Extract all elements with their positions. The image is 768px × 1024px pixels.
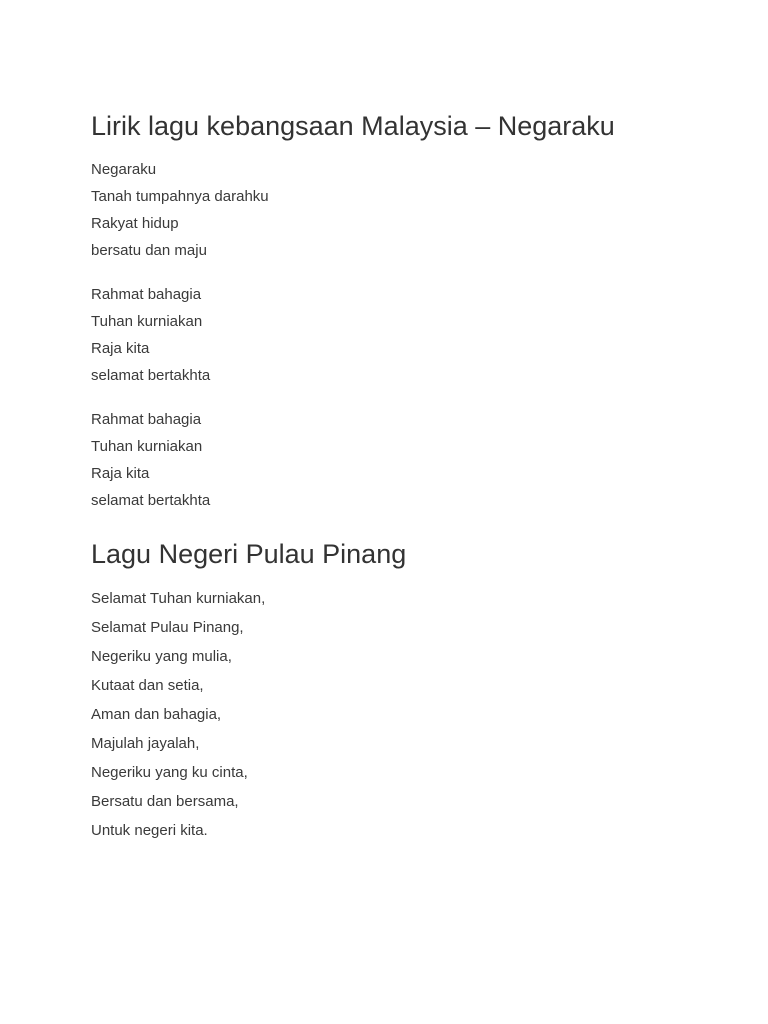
heading-negaraku: Lirik lagu kebangsaan Malaysia – Negaraku: [91, 111, 615, 141]
lyric-line: Negaraku: [91, 161, 157, 178]
lyric-line: selamat bertakhta: [91, 492, 211, 509]
lyric-line: Rahmat bahagia: [91, 411, 202, 428]
lyric-line: Aman dan bahagia,: [91, 706, 222, 723]
lyric-line: bersatu dan maju: [91, 242, 207, 259]
stanza-1: [91, 156, 708, 264]
section-negaraku: [91, 110, 708, 514]
lyric-line: Tuhan kurniakan: [91, 438, 203, 455]
lyric-line: Negeriku yang ku cinta,: [91, 764, 248, 781]
stanza-3: [91, 406, 708, 514]
lyric-line: Majulah jayalah,: [91, 735, 200, 752]
lyric-line: selamat bertakhta: [91, 367, 211, 384]
lyric-line: Bersatu dan bersama,: [91, 793, 239, 810]
lyric-line: Raja kita: [91, 465, 150, 482]
lyric-line: Tuhan kurniakan: [91, 313, 203, 330]
lyric-line: Selamat Tuhan kurniakan,: [91, 590, 266, 607]
lyric-line: Raja kita: [91, 340, 150, 357]
lyric-line: Kutaat dan setia,: [91, 677, 204, 694]
lyric-line: Selamat Pulau Pinang,: [91, 619, 244, 636]
lyric-line: Rakyat hidup: [91, 215, 179, 232]
section-pulau-pinang: [91, 538, 708, 845]
heading-pulau-pinang: Lagu Negeri Pulau Pinang: [91, 539, 407, 569]
lyric-line: Negeriku yang mulia,: [91, 648, 232, 665]
stanza-2: [91, 281, 708, 389]
lyric-line: Rahmat bahagia: [91, 286, 202, 303]
stanza-penang: [91, 584, 708, 845]
lyric-line: Tanah tumpahnya darahku: [91, 188, 269, 205]
lyric-line: Untuk negeri kita.: [91, 822, 208, 839]
